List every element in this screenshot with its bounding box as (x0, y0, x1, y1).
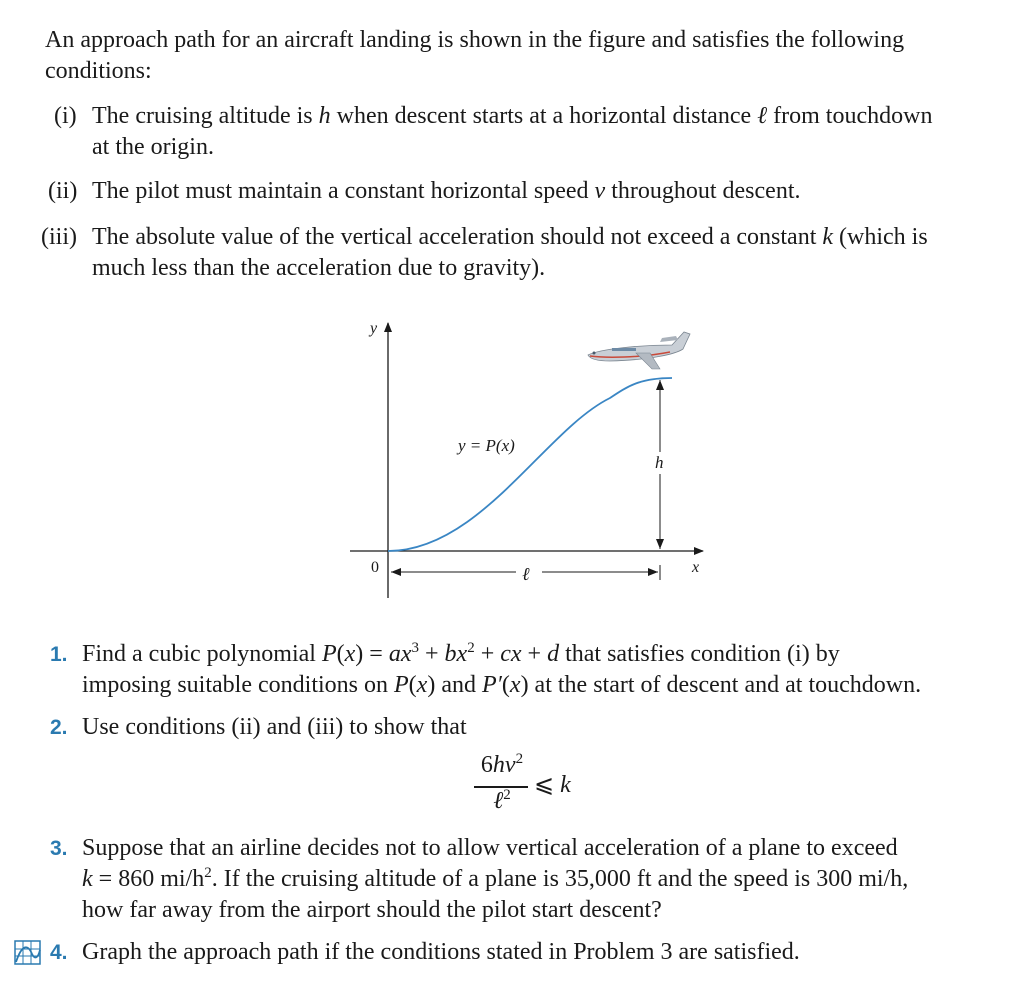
var-v: v (504, 752, 516, 778)
x-axis-label: x (692, 559, 700, 576)
problem-text: Use conditions (ii) and (iii) to show that (82, 714, 467, 740)
problem-text-part: + (521, 641, 548, 667)
y-axis-label: y (370, 320, 378, 337)
curve-label: y = P(x) (458, 436, 515, 455)
var-x: x (509, 672, 521, 698)
intro-line-2: conditions: (45, 58, 152, 84)
problem-text-part: ) = (355, 641, 389, 667)
distance-arrow-left (391, 568, 401, 576)
var-h: h (318, 103, 331, 129)
problem-text: Graph the approach path if the conditions stated in Problem 3 are satisfied. (82, 939, 800, 965)
problem-3 (0, 833, 1020, 926)
fraction-numerator (474, 752, 530, 779)
condition-number: (i) (54, 103, 77, 129)
problem-text-part: . If the cruising altitude of a plane is 35,000 ft and the speed is 300 mi/h, (211, 866, 909, 892)
problem-text-part: ( (336, 641, 345, 667)
fraction-denominator (474, 788, 530, 815)
condition-text-part: The absolute value of the vertical acceleration should not exceed a constant (92, 224, 823, 250)
problem-text-part: = 860 mi/h (92, 866, 205, 892)
condition-text (92, 222, 1002, 284)
height-arrow-bottom (656, 539, 664, 549)
approach-path-figure (340, 315, 720, 605)
problem-text-part: that satisfies condition (i) by (559, 641, 840, 667)
var-k: k (822, 224, 834, 250)
height-label: h (655, 453, 664, 472)
problem-text (82, 639, 992, 701)
problem-text-part: Suppose that an airline decides not to allow vertical acceleration of a plane to exceed (82, 835, 898, 861)
var-P: P (394, 672, 409, 698)
problem-text-part: + (418, 641, 445, 667)
exponent: 3 (411, 640, 419, 656)
problem-text-part: ) and (427, 672, 482, 698)
condition-iii (0, 222, 1020, 284)
condition-text-part: The cruising altitude is (92, 103, 319, 129)
exponent: 2 (515, 751, 524, 767)
problem-text-part: + (474, 641, 501, 667)
exponent: 2 (503, 787, 511, 803)
numerator-coef: 6 (480, 752, 493, 778)
problem-number: 3. (50, 837, 68, 860)
inequality-display (472, 752, 592, 822)
inequality-rhs (534, 770, 571, 799)
condition-number: (ii) (48, 178, 78, 204)
origin-label: 0 (371, 559, 379, 576)
condition-text-part: The pilot must maintain a constant horizontal speed (92, 178, 595, 204)
condition-text-part: at the origin. (92, 134, 214, 160)
condition-text (92, 176, 1002, 207)
condition-ii (0, 176, 1020, 207)
problem-text-part: imposing suitable conditions on (82, 672, 394, 698)
condition-text-part: throughout descent. (605, 178, 801, 204)
problem-text-part: ( (501, 672, 510, 698)
problem-number: 1. (50, 643, 68, 666)
var-ell: ℓ (493, 788, 504, 814)
condition-number: (iii) (41, 224, 77, 250)
var-x: x (344, 641, 356, 667)
problem-number: 2. (50, 716, 68, 739)
var-bx: bx (444, 641, 468, 667)
problem-text-part: how far away from the airport should the pilot start descent? (82, 897, 662, 923)
exponent: 2 (467, 640, 475, 656)
problem-text-part: ) at the start of descent and at touchdown. (520, 672, 922, 698)
problem-number: 4. (50, 941, 68, 964)
var-k: k (560, 772, 571, 798)
intro-paragraph (45, 25, 985, 87)
condition-text-part: from touchdown (767, 103, 933, 129)
problem-1 (0, 639, 1020, 701)
var-ell: ℓ (757, 103, 768, 129)
problem-text-part: Find a cubic polynomial (82, 641, 322, 667)
condition-text-part: much less than the acceleration due to gravity). (92, 255, 546, 281)
problem-2 (0, 712, 1020, 743)
relation-symbol: ⩽ (534, 772, 555, 798)
airplane-icon (588, 332, 690, 369)
condition-text (92, 101, 1002, 163)
var-d: d (547, 641, 560, 667)
condition-i (0, 101, 1020, 163)
problem-text (82, 833, 992, 926)
condition-text-part: (which is (833, 224, 928, 250)
var-v: v (594, 178, 606, 204)
var-P-prime: P′ (481, 672, 502, 698)
approach-curve (388, 378, 672, 551)
var-x: x (416, 672, 428, 698)
problem-4 (0, 937, 1020, 968)
distance-label: ℓ (522, 564, 530, 584)
problem-text-part: ( (408, 672, 417, 698)
var-ax: ax (388, 641, 412, 667)
condition-text-part: when descent starts at a horizontal distance (330, 103, 758, 129)
intro-line-1: An approach path for an aircraft landing is shown in the figure and satisfies the following (45, 27, 905, 53)
var-cx: cx (500, 641, 522, 667)
var-k: k (82, 866, 93, 892)
var-P: P (321, 641, 337, 667)
height-arrow-top (656, 380, 664, 390)
graphing-icon (14, 940, 42, 966)
distance-arrow-right (648, 568, 658, 576)
exponent: 2 (204, 865, 212, 881)
var-h: h (492, 752, 505, 778)
